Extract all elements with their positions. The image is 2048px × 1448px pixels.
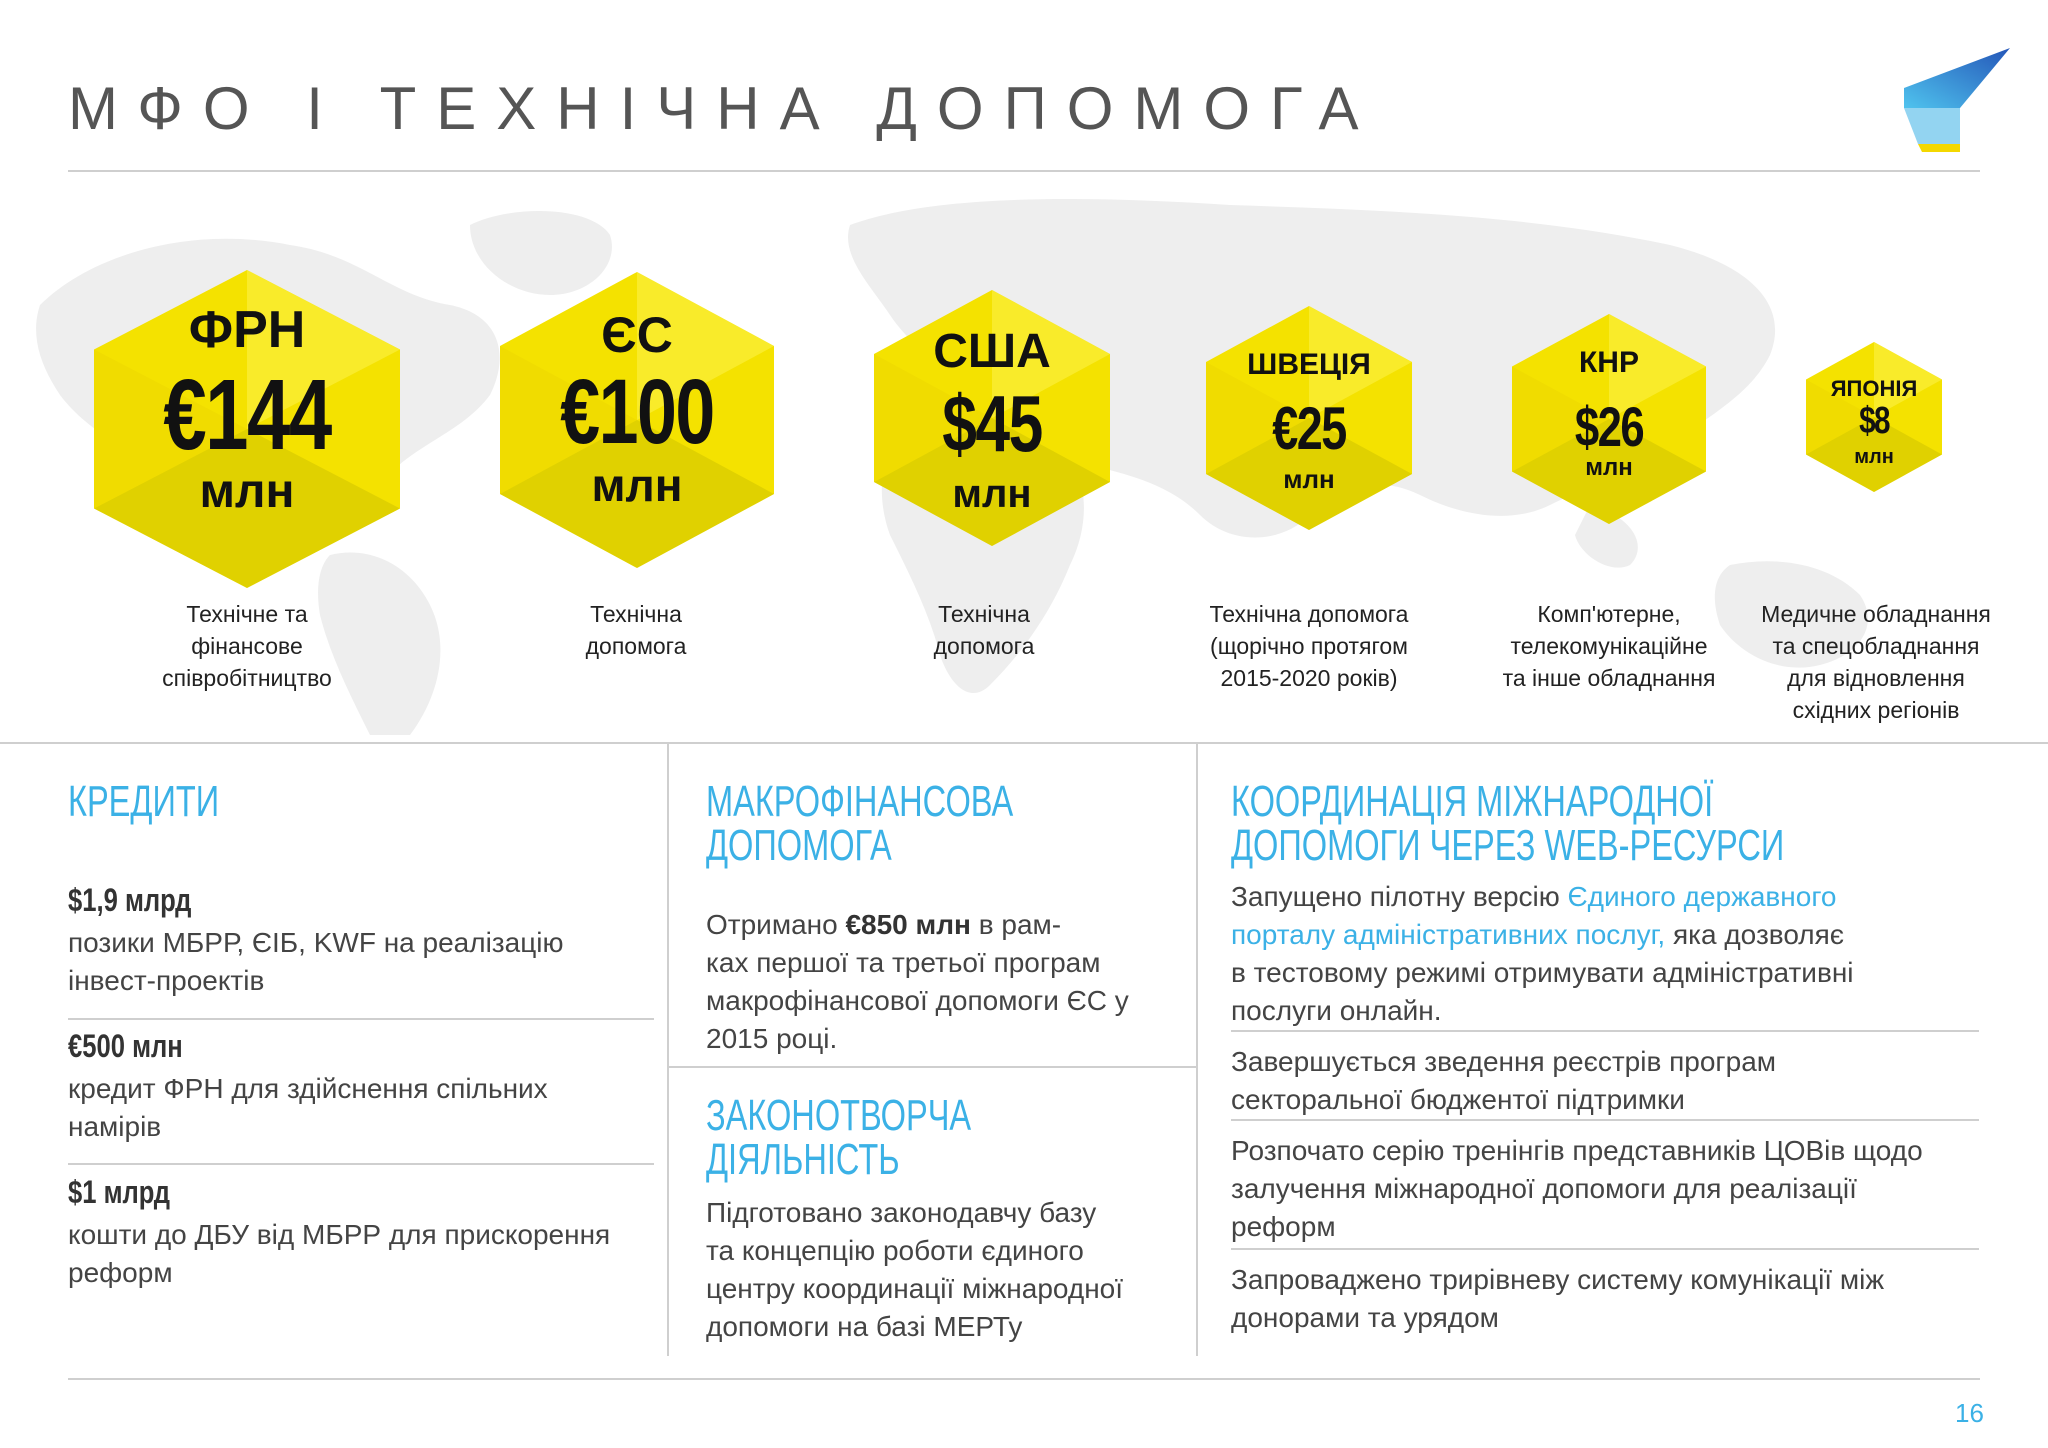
donor-hex-sweden <box>1206 306 1412 530</box>
donor-unit: млн <box>199 465 295 518</box>
donor-unit: млн <box>1854 446 1894 468</box>
credit-divider <box>68 1163 654 1165</box>
donor-amount: $45 <box>942 379 1042 468</box>
credit-text: кошти до ДБУ від МБРР для прискорення реформ <box>68 1219 611 1288</box>
donor-name: ЄС <box>601 307 673 363</box>
page-number: 16 <box>1955 1398 1984 1428</box>
donor-caption: Технічна допомога <box>585 601 687 659</box>
donor-unit: млн <box>1283 464 1335 494</box>
page-title: МФО І ТЕХНІЧНА ДОПОМОГА <box>68 75 1379 142</box>
donor-caption: Технічне та фінансове співробітництво <box>162 601 332 691</box>
law-heading: ЗАКОНОТВОРЧА ДІЯЛЬНІСТЬ <box>706 1091 972 1184</box>
credit-amount: $1 млрд <box>68 1174 171 1210</box>
donor-hex-china <box>1512 314 1706 524</box>
donor-unit: млн <box>1585 454 1633 481</box>
coord-divider <box>1231 1119 1979 1121</box>
donor-unit: млн <box>591 459 683 511</box>
donor-caption: Медичне обладнання та спецобладнання для відновлення східних регіонів <box>1761 601 1991 723</box>
donor-unit: млн <box>952 472 1032 516</box>
donor-amount: €100 <box>560 361 714 463</box>
coord-heading: КООРДИНАЦІЯ МІЖНАРОДНОЇ ДОПОМОГИ ЧЕРЕЗ WEB-РЕСУРСИ <box>1231 777 1785 870</box>
donor-amount: $26 <box>1574 395 1644 458</box>
donor-hex-frn <box>94 270 400 588</box>
portal-link[interactable]: Єдиного державного <box>1567 881 1837 912</box>
brand-logo-icon <box>1900 48 2010 153</box>
donor-name: ШВЕЦІЯ <box>1247 348 1371 381</box>
credit-text: позики МБРР, ЄІБ, KWF на реалізацію інвест-проектів <box>68 927 564 996</box>
coord-paragraph-2: Завершується зведення реєстрів програм секторальної бюджентої підтримки <box>1231 1046 1777 1115</box>
coord-paragraph-1: Запущено пілотну версію Єдиного державного порталу адміністративних послуг, яка дозволяє в тестовому режимі отримувати адміністративні послуги онлайн. <box>1231 881 1854 1026</box>
credit-amount: €500 млн <box>68 1028 183 1064</box>
donor-caption: Комп'ютерне, телекомунікаційне та інше обладнання <box>1502 601 1716 691</box>
donor-hex-eu <box>500 272 774 568</box>
donor-name: КНР <box>1579 346 1639 379</box>
coord-divider <box>1231 1248 1979 1250</box>
donor-name: ЯПОНІЯ <box>1830 376 1918 401</box>
donor-amount: €25 <box>1272 395 1346 462</box>
macro-heading: МАКРОФІНАНСОВА ДОПОМОГА <box>706 777 1014 870</box>
credit-amount: $1,9 млрд <box>68 882 192 918</box>
section-rule <box>0 742 2048 744</box>
donor-name: США <box>933 325 1051 378</box>
donor-hex-usa <box>874 290 1110 546</box>
law-text: Підготовано законодавчу базу та концепцію роботи єдиного центру координації міжнародної допомоги на базі МЕРТу <box>706 1197 1124 1342</box>
coord-divider <box>1231 1030 1979 1032</box>
coord-paragraph-4: Запроваджено трирівневу систему комунікації між донорами та урядом <box>1231 1264 1885 1333</box>
credit-text: кредит ФРН для здійснення спільних намірів <box>68 1073 548 1142</box>
macro-divider <box>669 1066 1196 1068</box>
coord-paragraph-3: Розпочато серію тренінгів представників ЦОВів щодо залучення міжнародної допомоги для реалізації реформ <box>1231 1135 1923 1242</box>
footer-rule <box>68 1378 1980 1380</box>
donor-name: ФРН <box>188 301 306 359</box>
donor-caption: Технічна допомога (щорічно протягом 2015-2020 років) <box>1209 601 1409 691</box>
donor-amount: €144 <box>163 359 331 471</box>
portal-link[interactable]: порталу адміністративних послуг, <box>1231 919 1666 950</box>
donor-hex-japan <box>1806 342 1942 492</box>
donor-amount: $8 <box>1859 400 1889 442</box>
macro-text: Отримано €850 млн в рам- ках першої та третьої програм макрофінансової допомоги ЄС у 2015 році. <box>706 909 1129 1054</box>
column-divider <box>1196 744 1198 1356</box>
header-rule <box>68 170 1980 172</box>
donor-caption: Технічна допомога <box>933 601 1035 659</box>
credits-heading: КРЕДИТИ <box>68 777 220 826</box>
credit-divider <box>68 1018 654 1020</box>
